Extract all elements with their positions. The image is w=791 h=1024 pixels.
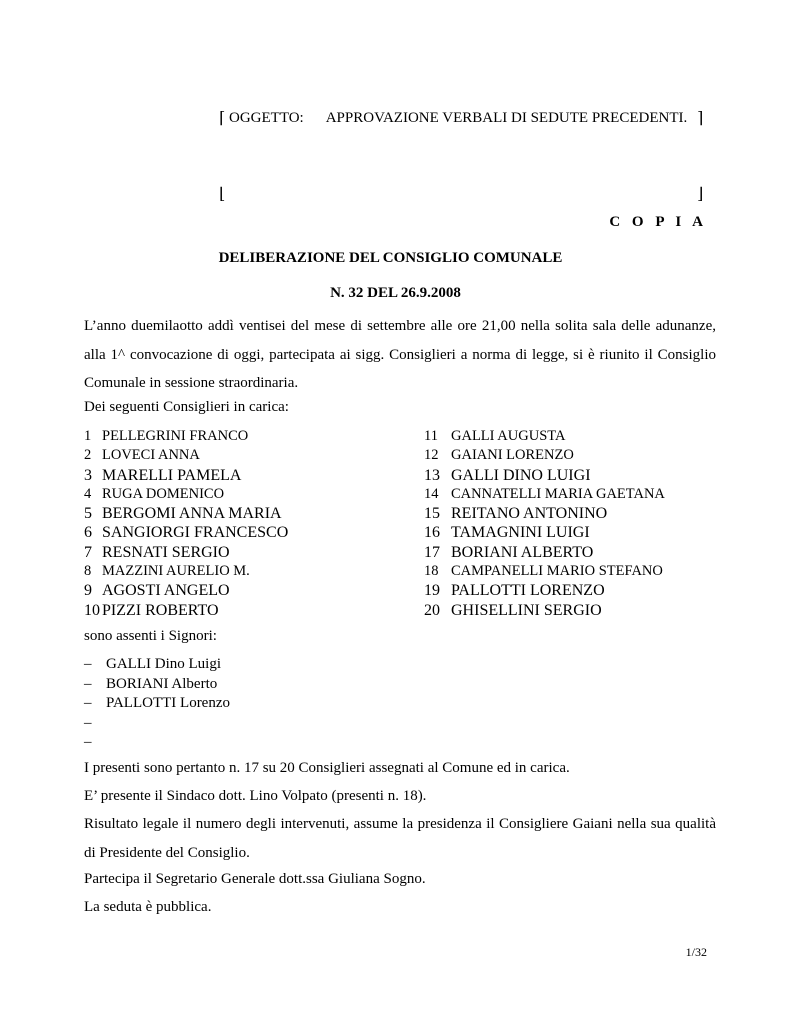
consigliere-row: [424, 504, 665, 523]
consigliere-number: 8: [84, 563, 92, 580]
consigliere-number: 2: [84, 447, 92, 464]
oggetto-label: OGGETTO:: [229, 110, 304, 126]
consigliere-name: SANGIORGI FRANCESCO: [102, 524, 289, 542]
consigliere-name: CAMPANELLI MARIO STEFANO: [451, 563, 663, 580]
consigliere-number: 10: [84, 601, 100, 619]
document-title-text: DELIBERAZIONE DEL CONSIGLIO COMUNALE: [218, 250, 563, 266]
consiglieri-list-right: [424, 427, 665, 620]
consigliere-row: [84, 581, 288, 600]
consigliere-row: [424, 523, 665, 542]
consigliere-number: 19: [424, 582, 440, 600]
consigliere-row: [84, 485, 288, 504]
assente-name: BORIANI Alberto: [106, 675, 218, 692]
bracket-top-left: ⌈: [219, 110, 226, 127]
segretario-line: Partecipa il Segretario Generale dott.ssa Giuliana Sogno.: [84, 871, 426, 887]
copia-label: C O P I A: [609, 214, 707, 230]
consigliere-number: 12: [424, 447, 439, 464]
consigliere-name: GHISELLINI SERGIO: [451, 601, 602, 619]
dash-bullet: –: [84, 675, 92, 692]
consigliere-name: REITANO ANTONINO: [451, 505, 608, 523]
consigliere-number: 11: [424, 428, 438, 444]
dash-bullet: –: [84, 714, 92, 731]
consigliere-name: RESNATI SERGIO: [102, 543, 230, 561]
consigliere-row: [424, 601, 665, 620]
consigliere-row: [84, 427, 288, 446]
consiglieri-list-left: [84, 427, 288, 620]
sindaco-line: E’ presente il Sindaco dott. Lino Volpato (presenti n. 18).: [84, 788, 427, 804]
consigliere-row: [84, 446, 288, 465]
bracket-bottom-left: ⌊: [219, 186, 226, 203]
intro-paragraph: L’anno duemilaotto addì ventisei del mese di settembre alle ore 21,00 nella solita sala delle adunanze, alla 1^ convocazione di oggi, partecipata ai sigg. Consiglieri a norma di legge, si è riunito il Consiglio Comunale in sessione straordinaria.: [84, 318, 716, 391]
consigliere-row: [84, 562, 288, 581]
consigliere-row: [424, 562, 665, 581]
consigliere-row: [424, 427, 665, 446]
assenti-label: sono assenti i Signori:: [84, 628, 217, 644]
consigliere-row: [424, 485, 665, 504]
consigliere-name: GALLI DINO LUIGI: [451, 466, 591, 484]
assente-item: [84, 694, 230, 714]
consigliere-row: [424, 543, 665, 562]
consigliere-row: [84, 523, 288, 542]
consigliere-name: MARELLI PAMELA: [102, 466, 242, 484]
consigliere-number: 3: [84, 466, 92, 484]
consigliere-number: 6: [84, 524, 92, 542]
assente-item: [84, 655, 230, 675]
consigliere-number: 17: [424, 543, 440, 561]
assente-name: GALLI Dino Luigi: [106, 656, 221, 672]
consigliere-row: [84, 466, 288, 485]
consigliere-number: 15: [424, 505, 440, 523]
consigliere-number: 18: [424, 563, 439, 580]
consigliere-name: RUGA DOMENICO: [102, 485, 225, 502]
bracket-bottom-right: ⌋: [697, 186, 704, 203]
seduta-line: La seduta è pubblica.: [84, 899, 212, 915]
page-number: 1/32: [685, 945, 707, 959]
assenti-list: [84, 655, 230, 753]
consigliere-number: 16: [424, 524, 440, 542]
dash-bullet: –: [84, 734, 92, 750]
oggetto-line: [229, 110, 687, 127]
consigliere-name: AGOSTI ANGELO: [102, 582, 230, 600]
consigliere-number: 7: [84, 543, 92, 561]
consigliere-row: [84, 601, 288, 620]
presidenza-paragraph: Risultato legale il numero degli intervenuti, assume la presidenza il Consigliere Gaiani nella sua qualità di Presidente del Consiglio.: [84, 816, 716, 861]
oggetto-text: APPROVAZIONE VERBALI DI SEDUTE PRECEDENTI.: [325, 110, 688, 126]
consigliere-name: MAZZINI AURELIO M.: [102, 563, 250, 580]
consigliere-name: GAIANI LORENZO: [451, 447, 574, 464]
assente-item: [84, 733, 230, 753]
consigliere-row: [424, 466, 665, 485]
assente-item: [84, 675, 230, 695]
consigliere-name: LOVECI ANNA: [102, 447, 200, 464]
consigliere-number: 4: [84, 485, 92, 502]
consigliere-number: 14: [424, 485, 439, 502]
bracket-top-right: ⌉: [697, 110, 704, 127]
dash-bullet: –: [84, 656, 92, 672]
consigliere-name: CANNATELLI MARIA GAETANA: [451, 485, 665, 502]
assente-item: [84, 714, 230, 734]
document-title: [0, 250, 791, 267]
consigliere-row: [424, 446, 665, 465]
consigliere-name: TAMAGNINI LUIGI: [451, 524, 590, 542]
consigliere-name: PELLEGRINI FRANCO: [102, 428, 249, 444]
consigliere-number: 13: [424, 466, 440, 484]
dash-bullet: –: [84, 695, 92, 711]
deliberation-number: N. 32 DEL 26.9.2008: [330, 285, 461, 301]
consigliere-number: 9: [84, 582, 92, 600]
consigliere-row: [84, 504, 288, 523]
consigliere-name: GALLI AUGUSTA: [451, 428, 566, 444]
consigliere-name: BORIANI ALBERTO: [451, 543, 594, 561]
presenti-line: I presenti sono pertanto n. 17 su 20 Consiglieri assegnati al Comune ed in carica.: [84, 760, 570, 776]
consigliere-name: PALLOTTI LORENZO: [451, 582, 605, 600]
consigliere-name: BERGOMI ANNA MARIA: [102, 505, 282, 523]
consigliere-number: 1: [84, 428, 92, 444]
assente-name: PALLOTTI Lorenzo: [106, 695, 230, 711]
consigliere-number: 5: [84, 505, 92, 523]
consigliere-row: [424, 581, 665, 600]
consigliere-row: [84, 543, 288, 562]
consigliere-number: 20: [424, 601, 440, 619]
consiglieri-label: Dei seguenti Consiglieri in carica:: [84, 399, 289, 415]
consigliere-name: PIZZI ROBERTO: [102, 601, 219, 619]
